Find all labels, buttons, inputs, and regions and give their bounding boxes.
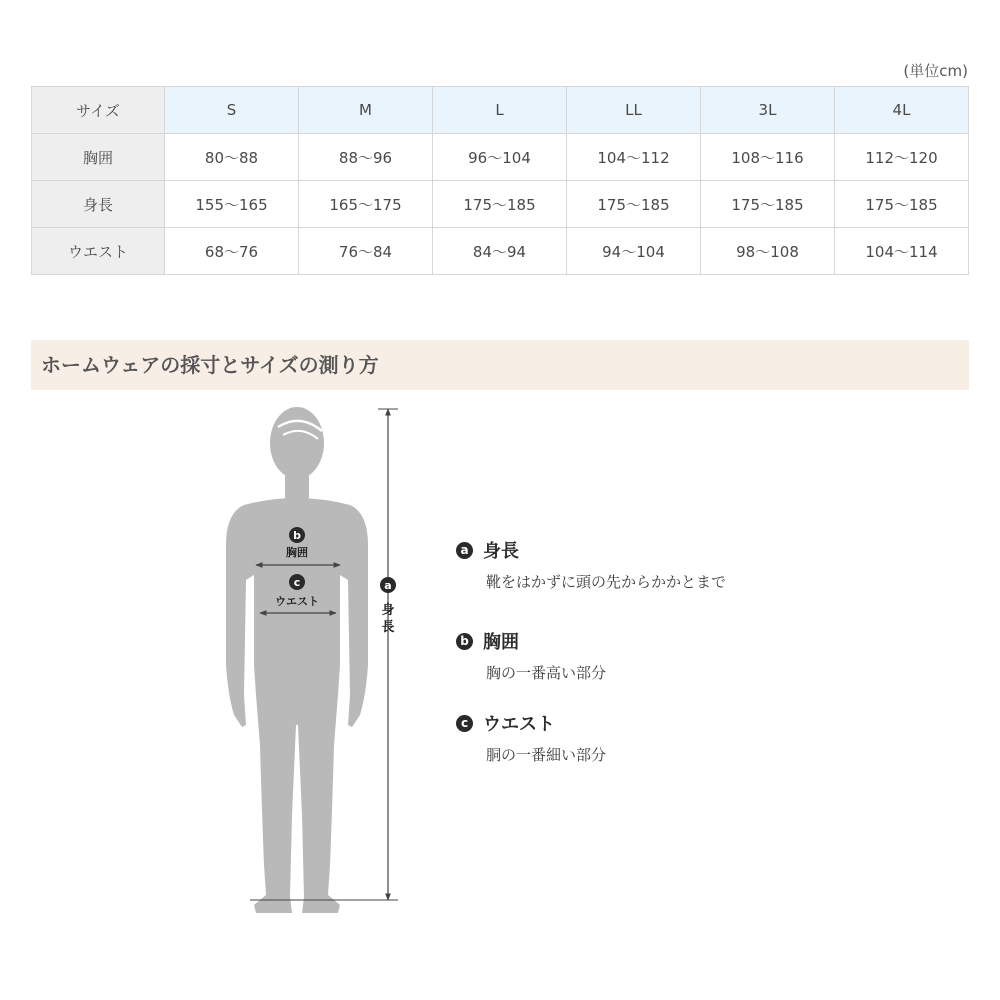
table-row — [32, 134, 969, 181]
legend-desc-chest: 胸の一番高い部分 — [486, 664, 607, 682]
waist-badge: c — [456, 715, 473, 732]
table-cell: 88〜96 — [299, 134, 433, 181]
section-header-bar — [31, 340, 969, 390]
legend-height — [456, 537, 726, 592]
legend-title-height: 身長 — [483, 541, 519, 562]
table-cell: 155〜165 — [165, 181, 299, 228]
size-column-header: L — [433, 87, 567, 134]
chest-figure-label: 胸囲 — [286, 546, 308, 559]
body-measurement-figure — [0, 395, 440, 935]
person-silhouette — [226, 407, 368, 913]
waist-figure-label: ウエスト — [275, 595, 319, 608]
legend-desc-height: 靴をはかずに頭の先からかかとまで — [486, 573, 727, 591]
unit-note: (単位cm) — [903, 62, 968, 80]
height-badge-letter: a — [384, 579, 392, 592]
table-cell: 94〜104 — [567, 228, 701, 275]
table-row — [32, 228, 969, 275]
chest-badge: b — [456, 633, 473, 650]
size-column-header: 4L — [835, 87, 969, 134]
height-figure-label-2: 長 — [381, 620, 395, 635]
legend-waist — [456, 710, 606, 765]
table-cell: 84〜94 — [433, 228, 567, 275]
height-badge: a — [456, 542, 473, 559]
table-cell: 175〜185 — [835, 181, 969, 228]
size-table — [31, 86, 969, 275]
legend-title-chest: 胸囲 — [483, 632, 519, 653]
size-column-header: LL — [567, 87, 701, 134]
table-cell: 108〜116 — [701, 134, 835, 181]
row-label-chest: 胸囲 — [32, 134, 165, 181]
table-cell: 104〜112 — [567, 134, 701, 181]
legend-chest — [456, 628, 606, 683]
legend-desc-waist: 胴の一番細い部分 — [486, 746, 607, 764]
table-row — [32, 181, 969, 228]
table-cell: 76〜84 — [299, 228, 433, 275]
table-cell: 165〜175 — [299, 181, 433, 228]
table-cell: 68〜76 — [165, 228, 299, 275]
waist-badge-letter: c — [293, 576, 301, 589]
chest-badge-letter: b — [293, 529, 301, 542]
row-label-height: 身長 — [32, 181, 165, 228]
size-header-cell: サイズ — [32, 87, 165, 134]
row-label-waist: ウエスト — [32, 228, 165, 275]
table-header-row — [32, 87, 969, 134]
table-cell: 112〜120 — [835, 134, 969, 181]
table-cell: 175〜185 — [701, 181, 835, 228]
table-cell: 175〜185 — [433, 181, 567, 228]
section-title: ホームウェアの採寸とサイズの測り方 — [41, 353, 379, 377]
height-figure-label-1: 身 — [381, 603, 395, 618]
size-column-header: S — [165, 87, 299, 134]
table-cell: 175〜185 — [567, 181, 701, 228]
legend-title-waist: ウエスト — [483, 714, 555, 735]
table-cell: 104〜114 — [835, 228, 969, 275]
table-cell: 80〜88 — [165, 134, 299, 181]
table-cell: 98〜108 — [701, 228, 835, 275]
table-cell: 96〜104 — [433, 134, 567, 181]
size-column-header: 3L — [701, 87, 835, 134]
size-column-header: M — [299, 87, 433, 134]
